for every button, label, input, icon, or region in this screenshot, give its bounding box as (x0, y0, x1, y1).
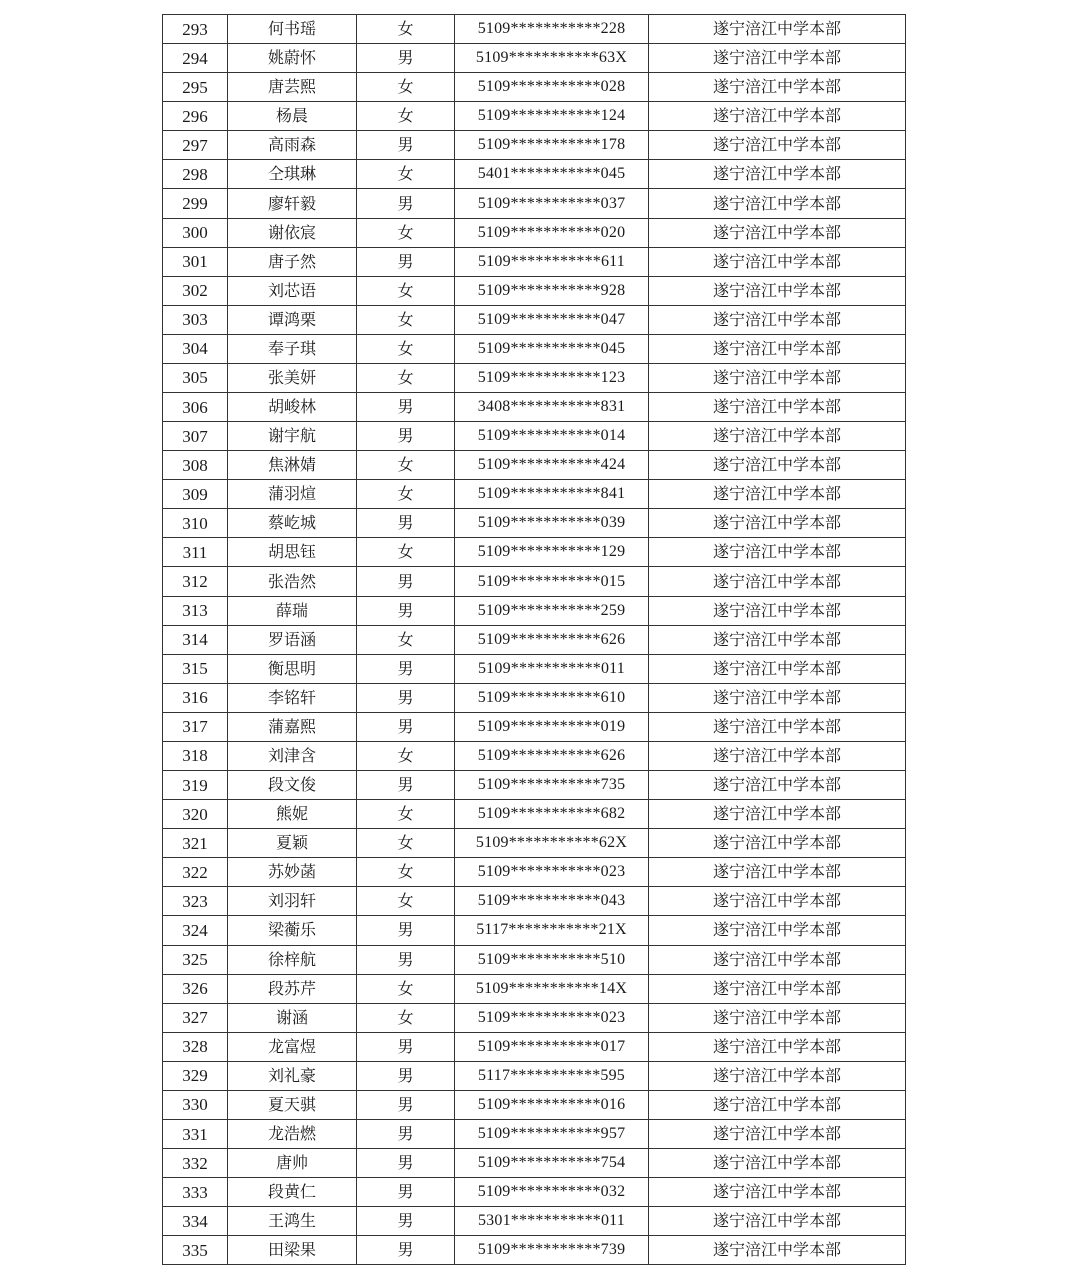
gender-cell: 男 (357, 712, 455, 741)
gender-cell: 女 (357, 276, 455, 305)
row-number-cell: 318 (163, 741, 228, 770)
student-name-cell: 谢涵 (228, 1003, 357, 1032)
row-number-cell: 314 (163, 625, 228, 654)
school-cell: 遂宁涪江中学本部 (649, 1149, 906, 1178)
student-name-cell: 谢宇航 (228, 422, 357, 451)
row-number-cell: 305 (163, 363, 228, 392)
table-row (163, 218, 906, 247)
student-name-cell: 何书瑶 (228, 15, 357, 44)
row-number-cell: 294 (163, 44, 228, 73)
row-number-cell: 306 (163, 393, 228, 422)
student-name-cell: 蒲羽煊 (228, 480, 357, 509)
school-cell: 遂宁涪江中学本部 (649, 538, 906, 567)
id-number-cell: 5109***********016 (455, 1090, 649, 1119)
gender-cell: 男 (357, 567, 455, 596)
id-number-cell: 5109***********957 (455, 1119, 649, 1148)
school-cell: 遂宁涪江中学本部 (649, 945, 906, 974)
gender-cell: 女 (357, 741, 455, 770)
student-name-cell: 姚蔚怀 (228, 44, 357, 73)
table-row (163, 741, 906, 770)
school-cell: 遂宁涪江中学本部 (649, 247, 906, 276)
student-name-cell: 李铭轩 (228, 683, 357, 712)
school-cell: 遂宁涪江中学本部 (649, 393, 906, 422)
id-number-cell: 5109***********011 (455, 654, 649, 683)
row-number-cell: 325 (163, 945, 228, 974)
table-row (163, 480, 906, 509)
student-name-cell: 徐梓航 (228, 945, 357, 974)
gender-cell: 男 (357, 1178, 455, 1207)
id-number-cell: 5109***********626 (455, 741, 649, 770)
row-number-cell: 326 (163, 974, 228, 1003)
school-cell: 遂宁涪江中学本部 (649, 596, 906, 625)
school-cell: 遂宁涪江中学本部 (649, 102, 906, 131)
id-number-cell: 5109***********610 (455, 683, 649, 712)
table-row (163, 160, 906, 189)
row-number-cell: 307 (163, 422, 228, 451)
student-name-cell: 仝琪琳 (228, 160, 357, 189)
student-name-cell: 夏颖 (228, 829, 357, 858)
id-number-cell: 5109***********259 (455, 596, 649, 625)
gender-cell: 女 (357, 829, 455, 858)
student-list-table (162, 14, 906, 1265)
gender-cell: 女 (357, 480, 455, 509)
id-number-cell: 5109***********754 (455, 1149, 649, 1178)
table-row (163, 422, 906, 451)
school-cell: 遂宁涪江中学本部 (649, 451, 906, 480)
row-number-cell: 335 (163, 1236, 228, 1265)
gender-cell: 男 (357, 1236, 455, 1265)
id-number-cell: 5109***********023 (455, 1003, 649, 1032)
gender-cell: 女 (357, 451, 455, 480)
school-cell: 遂宁涪江中学本部 (649, 625, 906, 654)
student-name-cell: 杨晨 (228, 102, 357, 131)
table-row (163, 1149, 906, 1178)
school-cell: 遂宁涪江中学本部 (649, 916, 906, 945)
school-cell: 遂宁涪江中学本部 (649, 1178, 906, 1207)
gender-cell: 男 (357, 247, 455, 276)
table-row (163, 1090, 906, 1119)
table-row (163, 1003, 906, 1032)
student-name-cell: 段文俊 (228, 771, 357, 800)
row-number-cell: 298 (163, 160, 228, 189)
id-number-cell: 5109***********017 (455, 1032, 649, 1061)
school-cell: 遂宁涪江中学本部 (649, 305, 906, 334)
table-row (163, 276, 906, 305)
id-number-cell: 5109***********928 (455, 276, 649, 305)
student-name-cell: 刘礼豪 (228, 1061, 357, 1090)
table-row (163, 15, 906, 44)
gender-cell: 女 (357, 218, 455, 247)
school-cell: 遂宁涪江中学本部 (649, 1003, 906, 1032)
gender-cell: 男 (357, 131, 455, 160)
gender-cell: 女 (357, 102, 455, 131)
table-row (163, 858, 906, 887)
student-name-cell: 胡峻林 (228, 393, 357, 422)
table-row (163, 596, 906, 625)
student-name-cell: 谢依宸 (228, 218, 357, 247)
table-row (163, 974, 906, 1003)
row-number-cell: 308 (163, 451, 228, 480)
student-name-cell: 段黄仁 (228, 1178, 357, 1207)
row-number-cell: 331 (163, 1119, 228, 1148)
id-number-cell: 3408***********831 (455, 393, 649, 422)
student-name-cell: 王鸿生 (228, 1207, 357, 1236)
id-number-cell: 5109***********123 (455, 363, 649, 392)
id-number-cell: 5109***********014 (455, 422, 649, 451)
id-number-cell: 5109***********178 (455, 131, 649, 160)
row-number-cell: 324 (163, 916, 228, 945)
student-name-cell: 张美妍 (228, 363, 357, 392)
row-number-cell: 299 (163, 189, 228, 218)
table-row (163, 1032, 906, 1061)
id-number-cell: 5109***********626 (455, 625, 649, 654)
row-number-cell: 310 (163, 509, 228, 538)
row-number-cell: 321 (163, 829, 228, 858)
table-row (163, 1236, 906, 1265)
student-name-cell: 罗语涵 (228, 625, 357, 654)
gender-cell: 女 (357, 305, 455, 334)
row-number-cell: 316 (163, 683, 228, 712)
row-number-cell: 295 (163, 73, 228, 102)
row-number-cell: 323 (163, 887, 228, 916)
school-cell: 遂宁涪江中学本部 (649, 829, 906, 858)
gender-cell: 男 (357, 654, 455, 683)
table-row (163, 945, 906, 974)
id-number-cell: 5109***********682 (455, 800, 649, 829)
row-number-cell: 311 (163, 538, 228, 567)
student-list-body (163, 15, 906, 1265)
id-number-cell: 5109***********124 (455, 102, 649, 131)
table-row (163, 625, 906, 654)
table-row (163, 334, 906, 363)
row-number-cell: 319 (163, 771, 228, 800)
student-name-cell: 梁蘅乐 (228, 916, 357, 945)
gender-cell: 男 (357, 393, 455, 422)
school-cell: 遂宁涪江中学本部 (649, 334, 906, 363)
id-number-cell: 5109***********019 (455, 712, 649, 741)
gender-cell: 女 (357, 800, 455, 829)
gender-cell: 男 (357, 916, 455, 945)
id-number-cell: 5109***********424 (455, 451, 649, 480)
table-row (163, 363, 906, 392)
student-name-cell: 焦淋婧 (228, 451, 357, 480)
student-name-cell: 衡思明 (228, 654, 357, 683)
row-number-cell: 328 (163, 1032, 228, 1061)
school-cell: 遂宁涪江中学本部 (649, 567, 906, 596)
student-name-cell: 苏妙菡 (228, 858, 357, 887)
row-number-cell: 296 (163, 102, 228, 131)
school-cell: 遂宁涪江中学本部 (649, 887, 906, 916)
school-cell: 遂宁涪江中学本部 (649, 160, 906, 189)
school-cell: 遂宁涪江中学本部 (649, 712, 906, 741)
row-number-cell: 302 (163, 276, 228, 305)
school-cell: 遂宁涪江中学本部 (649, 1119, 906, 1148)
student-name-cell: 唐子然 (228, 247, 357, 276)
row-number-cell: 293 (163, 15, 228, 44)
id-number-cell: 5109***********14X (455, 974, 649, 1003)
id-number-cell: 5109***********020 (455, 218, 649, 247)
row-number-cell: 313 (163, 596, 228, 625)
gender-cell: 男 (357, 683, 455, 712)
school-cell: 遂宁涪江中学本部 (649, 218, 906, 247)
gender-cell: 女 (357, 73, 455, 102)
row-number-cell: 320 (163, 800, 228, 829)
table-row (163, 654, 906, 683)
student-name-cell: 龙富煜 (228, 1032, 357, 1061)
row-number-cell: 334 (163, 1207, 228, 1236)
student-name-cell: 张浩然 (228, 567, 357, 596)
table-row (163, 131, 906, 160)
table-row (163, 393, 906, 422)
school-cell: 遂宁涪江中学本部 (649, 276, 906, 305)
table-row (163, 771, 906, 800)
id-number-cell: 5109***********023 (455, 858, 649, 887)
table-row (163, 1178, 906, 1207)
school-cell: 遂宁涪江中学本部 (649, 1236, 906, 1265)
school-cell: 遂宁涪江中学本部 (649, 480, 906, 509)
school-cell: 遂宁涪江中学本部 (649, 363, 906, 392)
gender-cell: 女 (357, 363, 455, 392)
gender-cell: 女 (357, 538, 455, 567)
school-cell: 遂宁涪江中学本部 (649, 15, 906, 44)
student-name-cell: 刘津含 (228, 741, 357, 770)
row-number-cell: 301 (163, 247, 228, 276)
table-row (163, 800, 906, 829)
id-number-cell: 5117***********21X (455, 916, 649, 945)
gender-cell: 男 (357, 509, 455, 538)
gender-cell: 女 (357, 625, 455, 654)
id-number-cell: 5109***********228 (455, 15, 649, 44)
table-row (163, 567, 906, 596)
gender-cell: 男 (357, 1061, 455, 1090)
student-name-cell: 田梁果 (228, 1236, 357, 1265)
row-number-cell: 322 (163, 858, 228, 887)
gender-cell: 男 (357, 1090, 455, 1119)
student-name-cell: 刘芯语 (228, 276, 357, 305)
gender-cell: 男 (357, 1032, 455, 1061)
table-row (163, 73, 906, 102)
student-name-cell: 熊妮 (228, 800, 357, 829)
id-number-cell: 5109***********045 (455, 334, 649, 363)
table-row (163, 451, 906, 480)
table-row (163, 538, 906, 567)
id-number-cell: 5109***********028 (455, 73, 649, 102)
gender-cell: 女 (357, 858, 455, 887)
id-number-cell: 5109***********735 (455, 771, 649, 800)
table-row (163, 916, 906, 945)
gender-cell: 男 (357, 189, 455, 218)
row-number-cell: 327 (163, 1003, 228, 1032)
id-number-cell: 5109***********510 (455, 945, 649, 974)
school-cell: 遂宁涪江中学本部 (649, 683, 906, 712)
gender-cell: 男 (357, 1119, 455, 1148)
table-row (163, 247, 906, 276)
id-number-cell: 5109***********047 (455, 305, 649, 334)
student-name-cell: 谭鸿栗 (228, 305, 357, 334)
school-cell: 遂宁涪江中学本部 (649, 974, 906, 1003)
row-number-cell: 297 (163, 131, 228, 160)
student-name-cell: 夏天骐 (228, 1090, 357, 1119)
id-number-cell: 5109***********039 (455, 509, 649, 538)
gender-cell: 女 (357, 887, 455, 916)
id-number-cell: 5109***********63X (455, 44, 649, 73)
table-row (163, 102, 906, 131)
row-number-cell: 315 (163, 654, 228, 683)
gender-cell: 男 (357, 596, 455, 625)
school-cell: 遂宁涪江中学本部 (649, 1032, 906, 1061)
table-row (163, 305, 906, 334)
school-cell: 遂宁涪江中学本部 (649, 1207, 906, 1236)
table-row (163, 44, 906, 73)
gender-cell: 男 (357, 44, 455, 73)
table-row (163, 712, 906, 741)
id-number-cell: 5109***********611 (455, 247, 649, 276)
id-number-cell: 5109***********62X (455, 829, 649, 858)
school-cell: 遂宁涪江中学本部 (649, 1090, 906, 1119)
school-cell: 遂宁涪江中学本部 (649, 654, 906, 683)
table-row (163, 1061, 906, 1090)
row-number-cell: 317 (163, 712, 228, 741)
row-number-cell: 303 (163, 305, 228, 334)
id-number-cell: 5109***********841 (455, 480, 649, 509)
student-name-cell: 龙浩燃 (228, 1119, 357, 1148)
id-number-cell: 5109***********739 (455, 1236, 649, 1265)
gender-cell: 女 (357, 974, 455, 1003)
row-number-cell: 330 (163, 1090, 228, 1119)
student-name-cell: 廖轩毅 (228, 189, 357, 218)
student-name-cell: 段苏芹 (228, 974, 357, 1003)
school-cell: 遂宁涪江中学本部 (649, 741, 906, 770)
row-number-cell: 309 (163, 480, 228, 509)
gender-cell: 女 (357, 15, 455, 44)
table-row (163, 829, 906, 858)
school-cell: 遂宁涪江中学本部 (649, 858, 906, 887)
row-number-cell: 304 (163, 334, 228, 363)
gender-cell: 男 (357, 945, 455, 974)
student-name-cell: 胡思钰 (228, 538, 357, 567)
school-cell: 遂宁涪江中学本部 (649, 1061, 906, 1090)
gender-cell: 女 (357, 334, 455, 363)
school-cell: 遂宁涪江中学本部 (649, 189, 906, 218)
student-name-cell: 唐帅 (228, 1149, 357, 1178)
row-number-cell: 332 (163, 1149, 228, 1178)
gender-cell: 男 (357, 771, 455, 800)
id-number-cell: 5109***********043 (455, 887, 649, 916)
id-number-cell: 5401***********045 (455, 160, 649, 189)
row-number-cell: 333 (163, 1178, 228, 1207)
gender-cell: 男 (357, 1149, 455, 1178)
student-name-cell: 薛瑞 (228, 596, 357, 625)
gender-cell: 女 (357, 1003, 455, 1032)
id-number-cell: 5109***********032 (455, 1178, 649, 1207)
table-row (163, 509, 906, 538)
table-row (163, 683, 906, 712)
school-cell: 遂宁涪江中学本部 (649, 73, 906, 102)
id-number-cell: 5117***********595 (455, 1061, 649, 1090)
row-number-cell: 300 (163, 218, 228, 247)
student-name-cell: 蔡屹城 (228, 509, 357, 538)
student-name-cell: 刘羽轩 (228, 887, 357, 916)
gender-cell: 男 (357, 422, 455, 451)
school-cell: 遂宁涪江中学本部 (649, 422, 906, 451)
school-cell: 遂宁涪江中学本部 (649, 509, 906, 538)
id-number-cell: 5109***********037 (455, 189, 649, 218)
table-row (163, 1207, 906, 1236)
school-cell: 遂宁涪江中学本部 (649, 44, 906, 73)
student-name-cell: 唐芸熙 (228, 73, 357, 102)
table-row (163, 189, 906, 218)
row-number-cell: 312 (163, 567, 228, 596)
id-number-cell: 5109***********015 (455, 567, 649, 596)
school-cell: 遂宁涪江中学本部 (649, 131, 906, 160)
student-name-cell: 奉子琪 (228, 334, 357, 363)
school-cell: 遂宁涪江中学本部 (649, 800, 906, 829)
id-number-cell: 5301***********011 (455, 1207, 649, 1236)
gender-cell: 女 (357, 160, 455, 189)
school-cell: 遂宁涪江中学本部 (649, 771, 906, 800)
id-number-cell: 5109***********129 (455, 538, 649, 567)
student-name-cell: 高雨森 (228, 131, 357, 160)
table-row (163, 887, 906, 916)
table-row (163, 1119, 906, 1148)
row-number-cell: 329 (163, 1061, 228, 1090)
gender-cell: 男 (357, 1207, 455, 1236)
student-name-cell: 蒲嘉熙 (228, 712, 357, 741)
